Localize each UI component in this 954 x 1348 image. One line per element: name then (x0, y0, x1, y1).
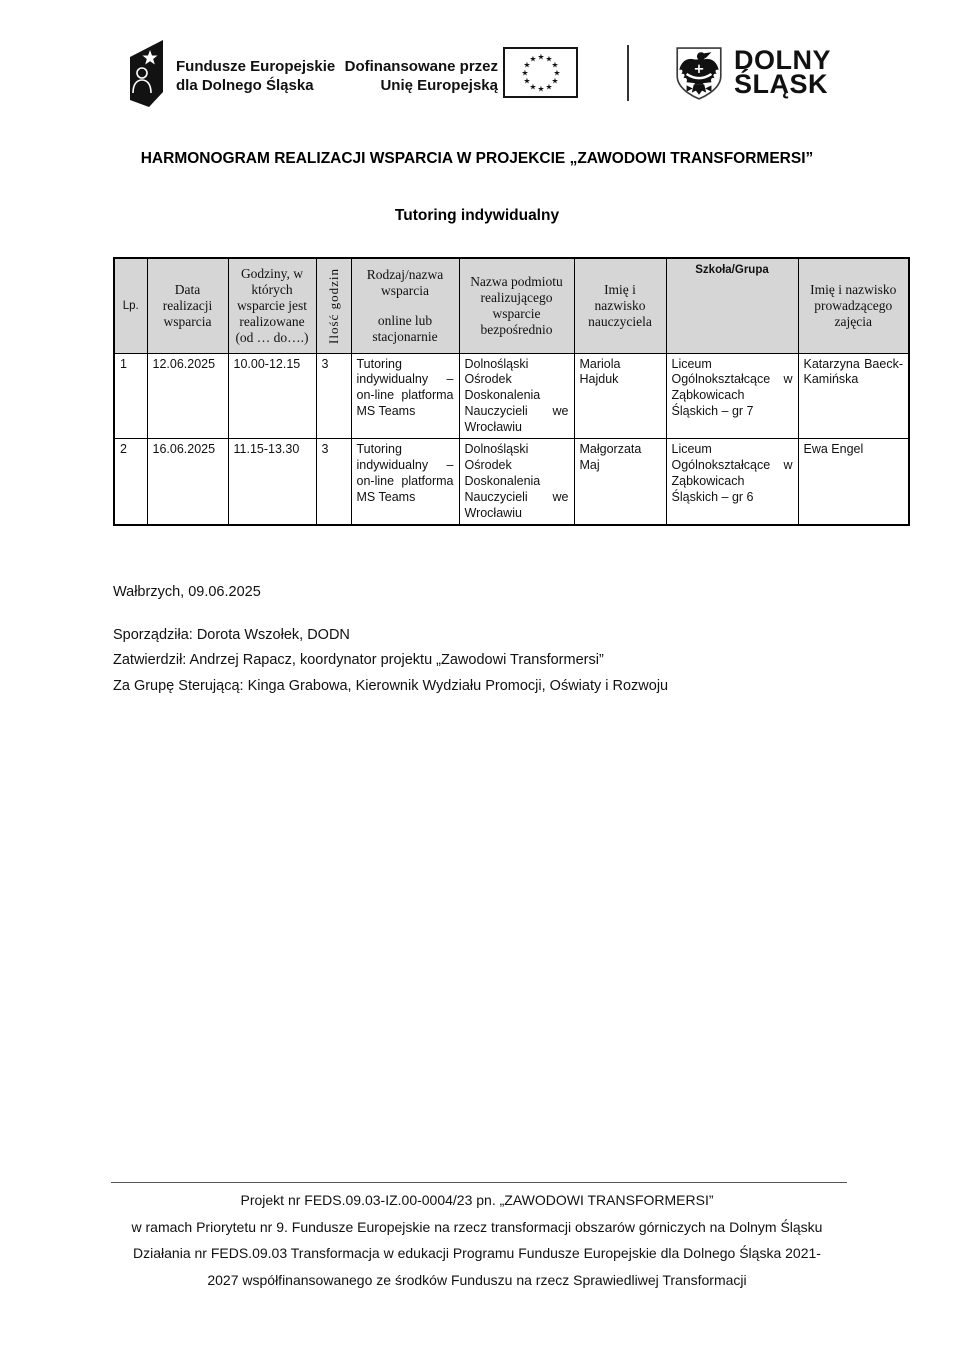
footer-project-info (77, 1187, 877, 1293)
cell-date: 12.06.2025 (147, 353, 228, 439)
footer-line: Działania nr FEDS.09.03 Transformacja w edukacji Programu Fundusze Europejskie dla Dolnego Śląska 2021- (133, 1245, 821, 1262)
logo-divider (627, 45, 629, 101)
page-subtitle: Tutoring indywidualny (394, 207, 560, 224)
cell-hours: 11.15-13.30 (228, 439, 316, 525)
fe-label-line1: Fundusze Europejskie (176, 58, 336, 75)
steering-group: Za Grupę Sterującą: Kinga Grabowa, Kierownik Wydziału Promocji, Oświaty i Rozwoju (113, 678, 669, 694)
col-header-hours: Godziny, w których wsparcie jest realizowane (od … do….) (228, 258, 316, 353)
table-header-row (114, 258, 909, 353)
cell-lp: 2 (114, 439, 147, 525)
funding-line1: Dofinansowane przez (344, 58, 498, 75)
cell-school: Liceum Ogólnokształcące w Ząbkowicach Śląskich – gr 6 (666, 439, 798, 525)
schedule-table (113, 257, 910, 526)
cell-teacher: Małgorzata Maj (574, 439, 666, 525)
approved-by: Zatwierdził: Andrzej Rapacz, koordynator projektu „Zawodowi Transformersi” (113, 652, 604, 668)
col-header-type-line1: Rodzaj/nazwa wsparcia (366, 266, 444, 298)
col-header-date: Data realizacji wsparcia (147, 258, 228, 353)
col-header-provider: Nazwa podmiotu realizującego wsparcie bezpośrednio (459, 258, 574, 353)
col-header-count-label: Ilość godzin (325, 267, 341, 344)
spacer (356, 299, 455, 313)
cell-provider: Dolnośląski Ośrodek Doskonalenia Nauczycieli we Wrocławiu (459, 439, 574, 525)
col-header-school: Szkoła/Grupa (666, 258, 798, 353)
cell-lp: 1 (114, 353, 147, 439)
fundusze-europejskie-label (176, 57, 335, 95)
cell-school: Liceum Ogólnokształcące w Ząbkowicach Śląskich – gr 7 (666, 353, 798, 439)
footer-divider (111, 1182, 847, 1183)
cell-leader: Katarzyna Baeck-Kamińska (798, 353, 909, 439)
col-header-lp: Lp. (114, 258, 147, 353)
cell-hours: 10.00-12.15 (228, 353, 316, 439)
region-line2: ŚLĄSK (734, 69, 829, 99)
cell-date: 16.06.2025 (147, 439, 228, 525)
cell-leader: Ewa Engel (798, 439, 909, 525)
cell-provider: Dolnośląski Ośrodek Doskonalenia Nauczycieli we Wrocławiu (459, 353, 574, 439)
eu-funding-label (320, 57, 498, 95)
cell-type: Tutoring indywidualny – on-line platforma MS Teams (351, 439, 459, 525)
table-row (114, 439, 909, 525)
col-header-leader: Imię i nazwisko prowadzącego zajęcia (798, 258, 909, 353)
fe-label-line2: dla Dolnego Śląska (176, 77, 314, 94)
page-title: HARMONOGRAM REALIZACJI WSPARCIA W PROJEKCIE „ZAWODOWI TRANSFORMERSI” (140, 150, 814, 167)
place-date: Wałbrzych, 09.06.2025 (113, 584, 261, 600)
cell-teacher: Mariola Hajduk (574, 353, 666, 439)
eu-flag-icon (503, 47, 578, 98)
funding-line2: Unię Europejską (380, 77, 498, 94)
footer-line: Projekt nr FEDS.09.03-IZ.00-0004/23 pn. „ZAWODOWI TRANSFORMERSI” (240, 1192, 714, 1208)
cell-type: Tutoring indywidualny – on-line platforma MS Teams (351, 353, 459, 439)
prepared-by: Sporządziła: Dorota Wszołek, DODN (113, 627, 350, 643)
col-header-count (316, 258, 351, 353)
col-header-teacher: Imię i nazwisko nauczyciela (574, 258, 666, 353)
dolny-slask-logo (734, 45, 831, 99)
cell-count: 3 (316, 353, 351, 439)
col-header-type-line2: online lub stacjonarnie (372, 312, 438, 344)
eagle-crest-icon (674, 46, 724, 102)
cell-count: 3 (316, 439, 351, 525)
region-line1: DOLNY (734, 45, 831, 75)
col-header-type (351, 258, 459, 353)
footer-line: w ramach Priorytetu nr 9. Fundusze Europejskie na rzecz transformacji obszarów górniczych na Dolnym Śląsku (131, 1218, 823, 1235)
table-row (114, 353, 909, 439)
footer-line: 2027 współfinansowanego ze środków Funduszu na rzecz Sprawiedliwej Transformacji (207, 1271, 747, 1288)
fundusze-europejskie-flag-icon (129, 40, 165, 108)
